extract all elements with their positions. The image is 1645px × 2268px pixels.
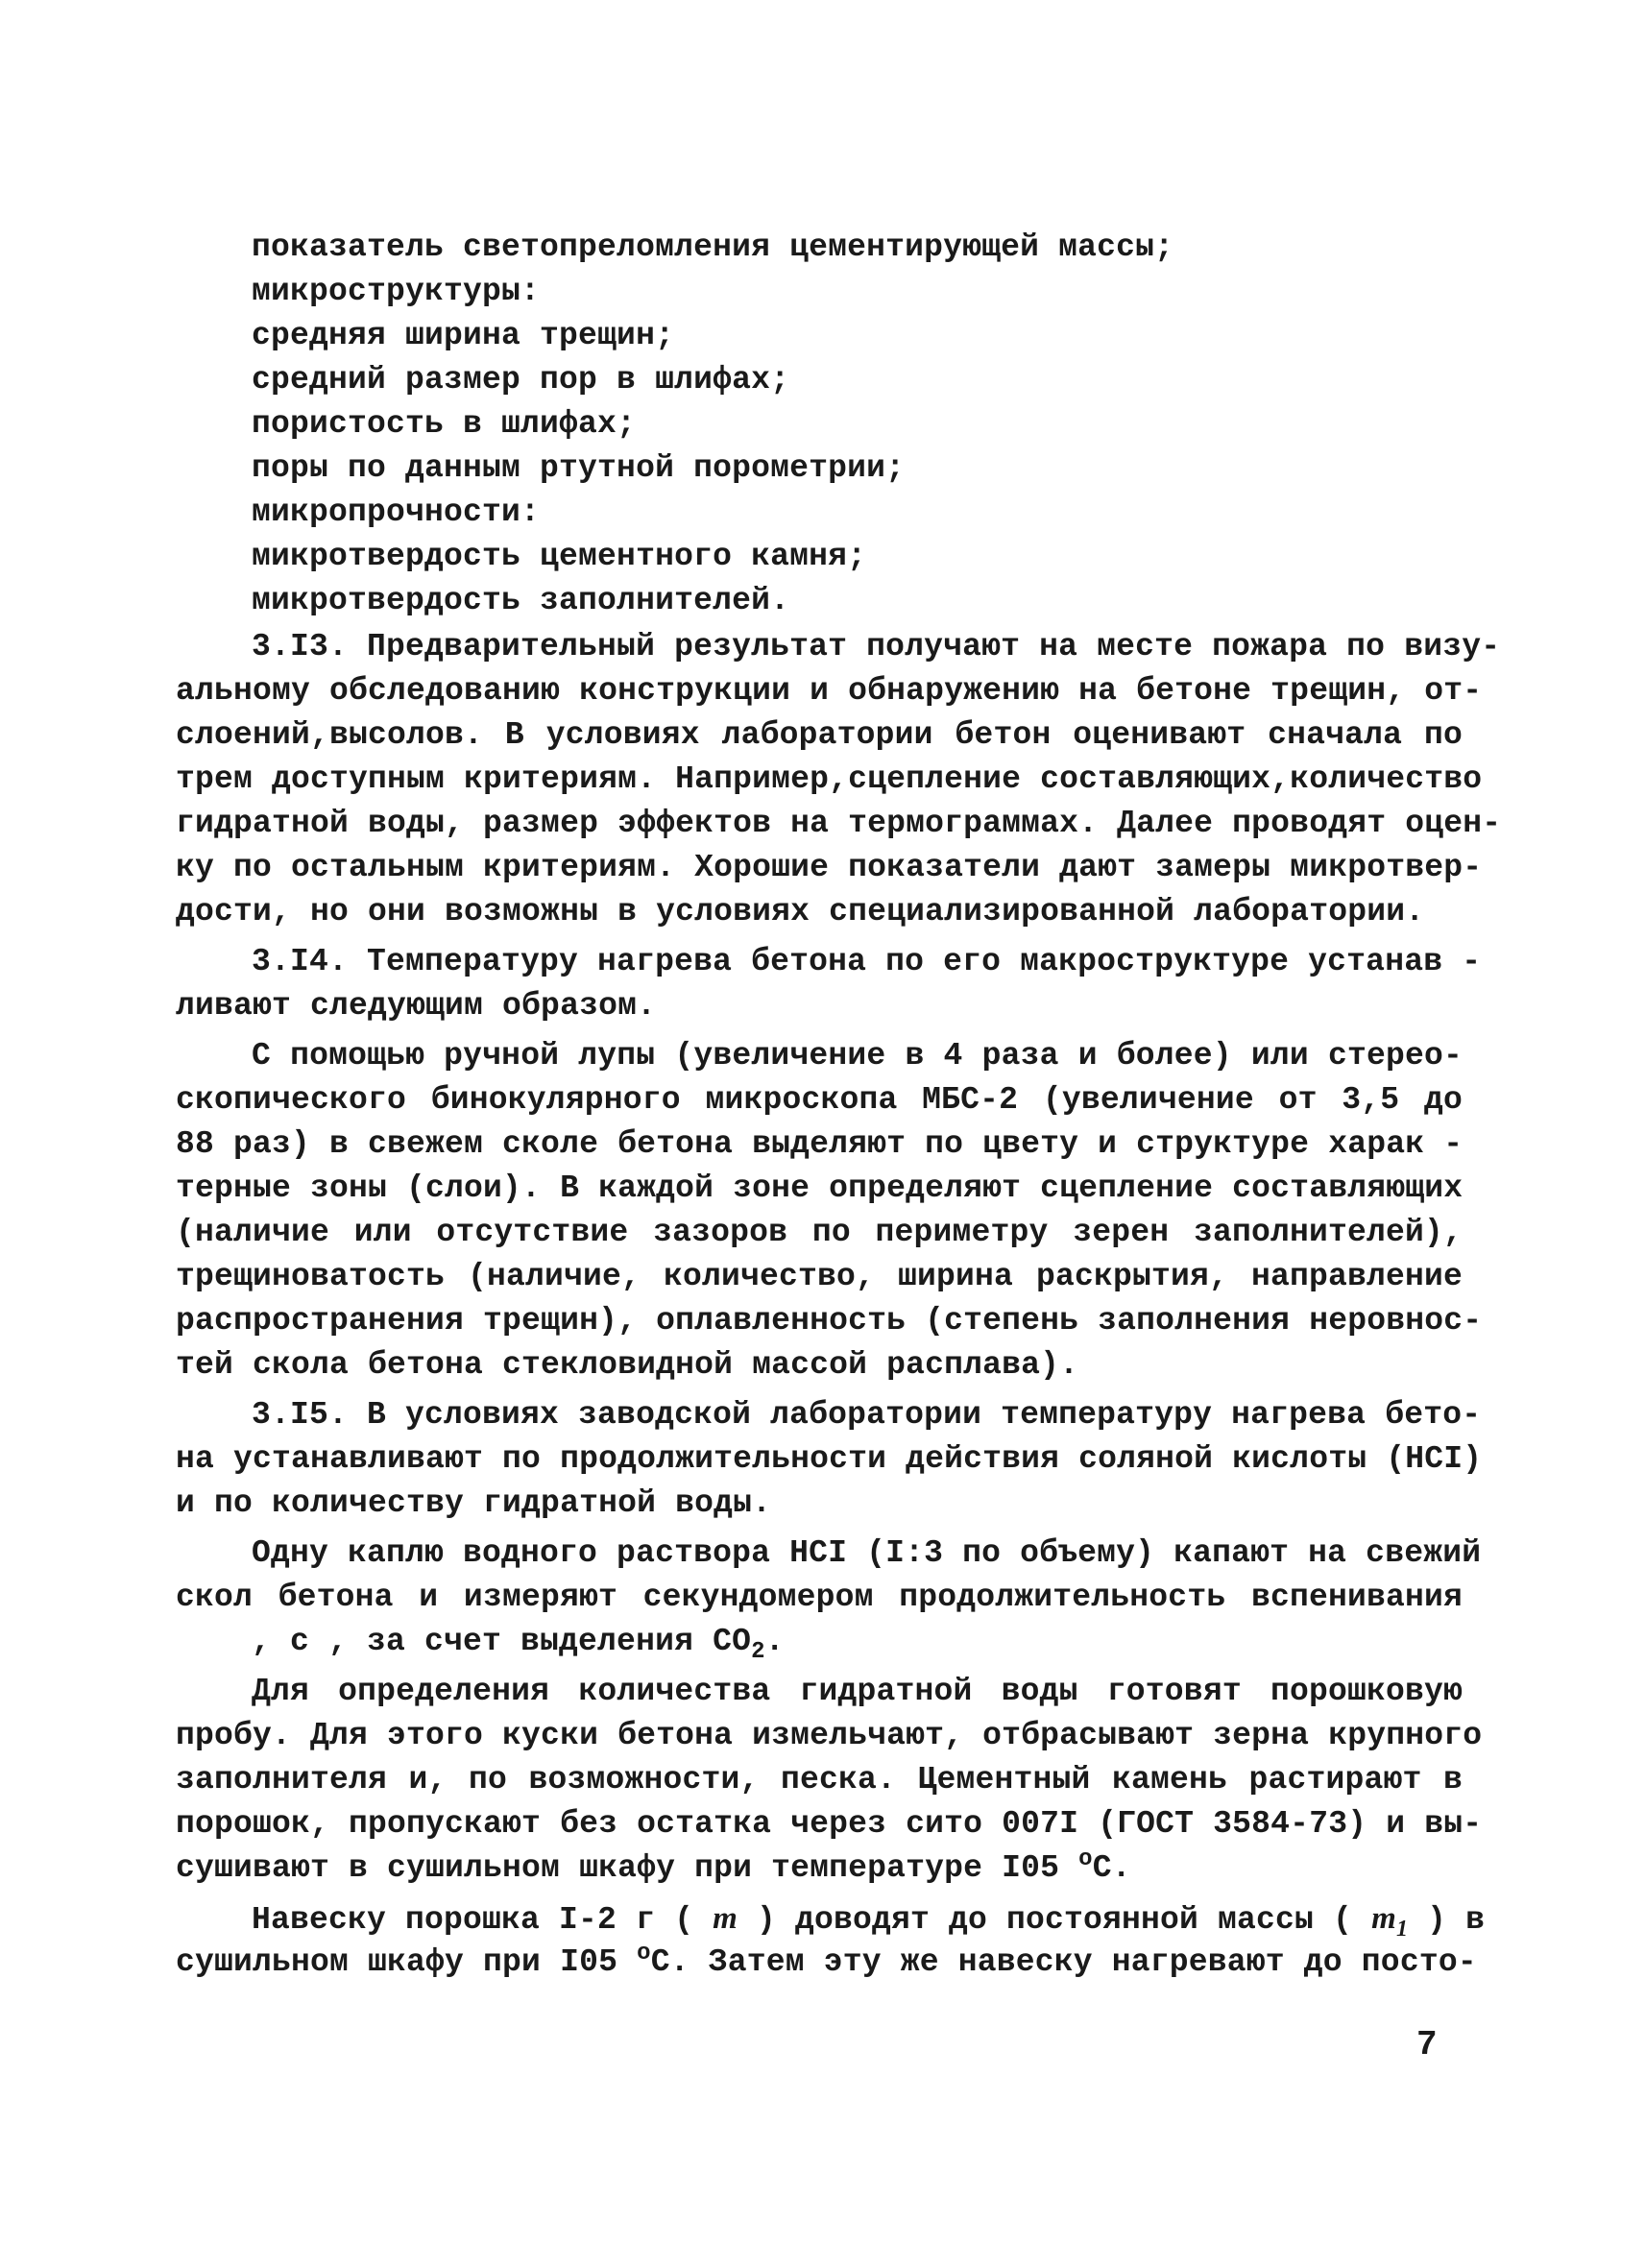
paragraph-line: трем доступным критериям. Например,сцепление составляющих,количество [176, 761, 1483, 797]
paragraph-line: скопического бинокулярного микроскопа МБС-2 (увеличение от 3,5 до [176, 1082, 1463, 1118]
paragraph-line: Одну каплю водного раствора HCI (I:3 по объему) капают на свежий [252, 1535, 1482, 1571]
paragraph-line: пробу. Для этого куски бетона измельчают, отбрасывают зерна крупного [176, 1718, 1483, 1753]
paragraph-line: Навеску порошка I-2 г ( m ) доводят до постоянной массы ( $m_1$ ) в [252, 1901, 1486, 1942]
list-item: микротвердость цементного камня; [252, 539, 867, 574]
paragraph-line: ливают следующим образом. [176, 988, 657, 1024]
paragraph-line: заполнителя и, по возможности, песка. Цементный камень растирают в [176, 1762, 1463, 1798]
list-item: пористость в шлифах; [252, 406, 637, 442]
paragraph-line: Для определения количества гидратной воды готовят порошковую [252, 1674, 1463, 1709]
paragraph-line: распространения трещин), оплавленность (степень заполнения неровнос- [176, 1303, 1483, 1339]
paragraph-line: 3.I5. В условиях заводской лаборатории температуру нагрева бето- [252, 1397, 1482, 1433]
paragraph-line: терные зоны (слои). В каждой зоне определяют сцепление составляющих [176, 1170, 1464, 1206]
paragraph-line: С помощью ручной лупы (увеличение в 4 раза и более) или стерео- [252, 1038, 1463, 1074]
list-item: поры по данным ртутной порометрии; [252, 450, 906, 486]
paragraph-line: (наличие или отсутствие зазоров по периметру зерен заполнителей), [176, 1215, 1463, 1250]
list-item: микроструктуры: [252, 274, 541, 309]
paragraph-line: 3.I4. Температуру нагрева бетона по его макроструктуре устанав - [252, 944, 1482, 979]
paragraph-line: сушивают в сушильном шкафу при температуре I05 $^o$C. [176, 1846, 1131, 1886]
paragraph-line: 88 раз) в свежем сколе бетона выделяют по цвету и структуре харак - [176, 1126, 1464, 1162]
paragraph-line: трещиноватость (наличие, количество, ширина раскрытия, направление [176, 1259, 1463, 1294]
paragraph-line: порошок, пропускают без остатка через сито 007I (ГОСТ 3584-73) и вы- [176, 1806, 1483, 1842]
paragraph-line: сушильном шкафу при I05 $^o$C. Затем эту же навеску нагревают до посто- [176, 1941, 1477, 1980]
list-item: средний размер пор в шлифах; [252, 362, 790, 398]
list-item: средняя ширина трещин; [252, 318, 675, 353]
paragraph-line: , с , за счет выделения $CO_2$. [252, 1624, 785, 1665]
paragraph-line: скол бетона и измеряют секундомером продолжительность вспенивания [176, 1580, 1463, 1615]
paragraph-line: гидратной воды, размер эффектов на термограммах. Далее проводят оцен- [176, 806, 1502, 841]
list-item: микропрочности: [252, 495, 541, 530]
paragraph-line: на устанавливают по продолжительности действия соляной кислоты (HCI) [176, 1441, 1483, 1477]
paragraph-line: альному обследованию конструкции и обнаружению на бетоне трещин, от- [176, 673, 1483, 709]
paragraph-line: 3.I3. Предварительный результат получают на месте пожара по визу- [252, 629, 1501, 664]
list-item: показатель светопреломления цементирующей массы; [252, 229, 1174, 265]
paragraph-line: тей скола бетона стекловидной массой расплава). [176, 1347, 1079, 1383]
paragraph-line: дости, но они возможны в условиях специализированной лаборатории. [176, 894, 1425, 929]
page-number: 7 [1416, 2025, 1438, 2064]
paragraph-line: и по количеству гидратной воды. [176, 1485, 772, 1521]
paragraph-line: слоений,высолов. В условиях лаборатории бетон оценивают сначала по [176, 717, 1463, 753]
list-item: микротвердость заполнителей. [252, 583, 790, 618]
paragraph-line: ку по остальным критериям. Хорошие показатели дают замеры микротвер- [176, 850, 1483, 885]
